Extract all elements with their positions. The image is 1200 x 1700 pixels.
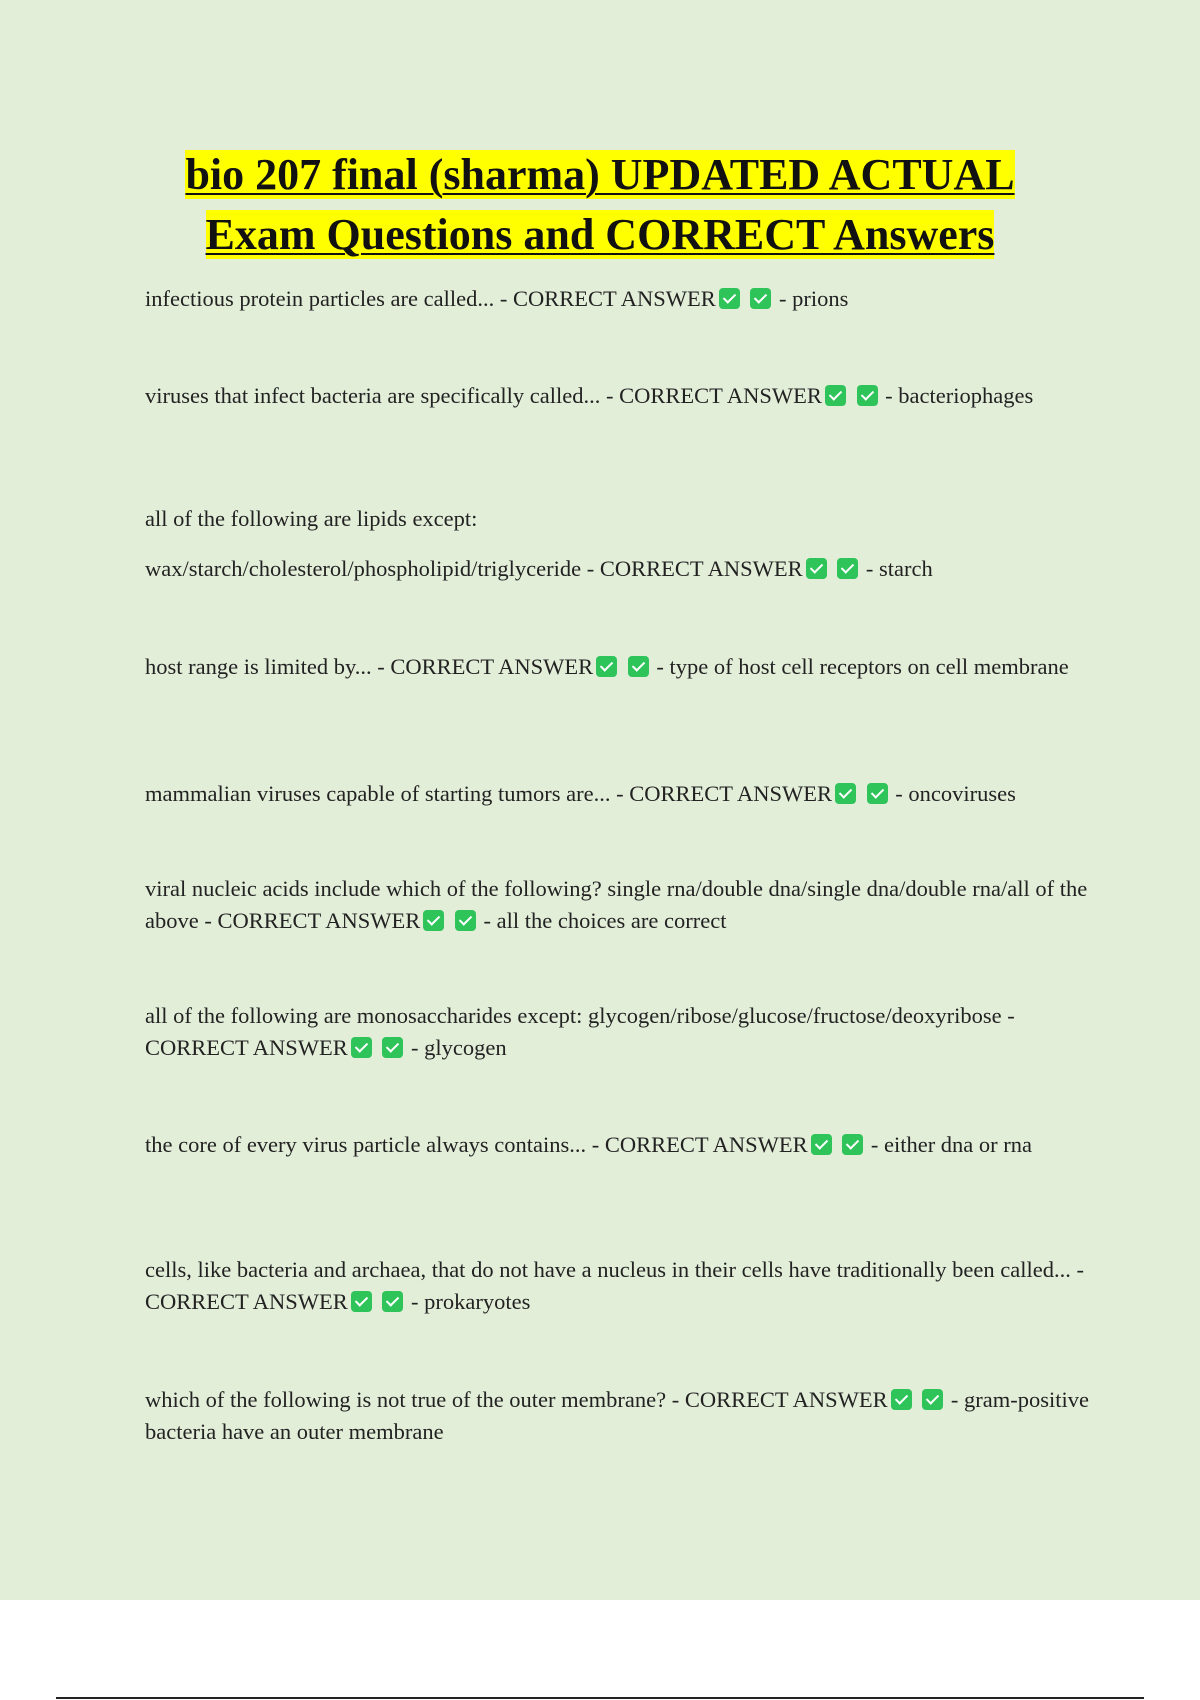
title-line-2: Exam Questions and CORRECT Answers <box>205 210 995 259</box>
correct-answer-label: CORRECT ANSWER <box>604 1132 808 1157</box>
check-icon <box>806 558 827 579</box>
footer-divider <box>56 1697 1144 1699</box>
qa-item: all of the following are monosaccharides except: glycogen/ribose/glucose/fructose/deoxyribose - CORRECT ANSWER - glycogen <box>145 1003 1015 1060</box>
answer-text: bacteriophages <box>898 383 1034 408</box>
check-icon <box>596 656 617 677</box>
correct-answer-label: CORRECT ANSWER <box>684 1387 888 1412</box>
question-text: host range is limited by... <box>145 654 372 679</box>
qa-item-intro <box>145 503 1090 535</box>
qa-item: wax/starch/cholesterol/phospholipid/triglyceride - CORRECT ANSWER - starch <box>145 556 933 581</box>
question-text: cells, like bacteria and archaea, that do not have a nucleus in their cells have traditionally been called... <box>145 1257 1071 1282</box>
question-text: the core of every virus particle always contains... <box>145 1132 587 1157</box>
correct-answer-label: CORRECT ANSWER <box>145 1035 348 1060</box>
check-icon <box>867 783 888 804</box>
correct-answer-label: CORRECT ANSWER <box>390 654 594 679</box>
answer-text: starch <box>879 556 933 581</box>
check-icon <box>423 910 444 931</box>
correct-answer-label: CORRECT ANSWER <box>145 1289 348 1314</box>
correct-answer-label: CORRECT ANSWER <box>629 781 832 806</box>
document-title <box>100 145 1100 265</box>
qa-item: host range is limited by... - CORRECT ANSWER - type of host cell receptors on cell membrane <box>145 654 1069 679</box>
question-text: wax/starch/cholesterol/phospholipid/triglyceride <box>145 556 582 581</box>
answer-text: type of host cell receptors on cell membrane <box>669 654 1069 679</box>
question-text: viral nucleic acids include which of the following? single rna/double dna/single dna/double rna/all of the above <box>145 876 1088 933</box>
correct-answer-label: CORRECT ANSWER <box>512 286 716 311</box>
check-icon <box>891 1389 912 1410</box>
check-icon <box>382 1291 403 1312</box>
question-text: which of the following is not true of the outer membrane? <box>145 1387 667 1412</box>
qa-item: mammalian viruses capable of starting tumors are... - CORRECT ANSWER - oncoviruses <box>145 781 1016 806</box>
check-icon <box>857 385 878 406</box>
question-text: viruses that infect bacteria are specifically called... <box>145 383 601 408</box>
question-text: mammalian viruses capable of starting tumors are... <box>145 781 611 806</box>
answer-text: all the choices are correct <box>496 908 727 933</box>
check-icon <box>922 1389 943 1410</box>
check-icon <box>351 1037 372 1058</box>
check-icon <box>719 288 740 309</box>
check-icon <box>455 910 476 931</box>
check-icon <box>750 288 771 309</box>
qa-item: infectious protein particles are called... - CORRECT ANSWER - prions <box>145 286 849 311</box>
check-icon <box>382 1037 403 1058</box>
check-icon <box>811 1134 832 1155</box>
question-text: infectious protein particles are called... <box>145 286 495 311</box>
question-intro-text: all of the following are lipids except: <box>145 506 478 531</box>
answer-text: gram-positive bacteria have an outer membrane <box>145 1387 1089 1444</box>
answer-text: prokaryotes <box>424 1289 531 1314</box>
check-icon <box>835 783 856 804</box>
answer-text: glycogen <box>424 1035 507 1060</box>
correct-answer-label: CORRECT ANSWER <box>217 908 421 933</box>
check-icon <box>351 1291 372 1312</box>
answer-text: either dna or rna <box>883 1132 1033 1157</box>
qa-item: which of the following is not true of the outer membrane? - CORRECT ANSWER - gram-positive bacteria have an outer membrane <box>145 1387 1089 1444</box>
qa-item: cells, like bacteria and archaea, that do not have a nucleus in their cells have traditionally been called... - CORRECT ANSWER - prokaryotes <box>145 1257 1084 1314</box>
check-icon <box>825 385 846 406</box>
question-text: all of the following are monosaccharides except: glycogen/ribose/glucose/fructose/deoxyribose <box>145 1003 1002 1028</box>
title-line-1: bio 207 final (sharma) UPDATED ACTUAL <box>185 150 1015 199</box>
qa-item: viruses that infect bacteria are specifically called... - CORRECT ANSWER - bacteriophages <box>145 383 1034 408</box>
check-icon <box>837 558 858 579</box>
check-icon <box>628 656 649 677</box>
correct-answer-label: CORRECT ANSWER <box>619 383 822 408</box>
answer-text: oncoviruses <box>908 781 1016 806</box>
qa-item: viral nucleic acids include which of the following? single rna/double dna/single dna/double rna/all of the above - CORRECT ANSWER - all the choices are correct <box>145 876 1088 933</box>
correct-answer-label: CORRECT ANSWER <box>599 556 803 581</box>
check-icon <box>842 1134 863 1155</box>
answer-text: prions <box>792 286 849 311</box>
qa-item: the core of every virus particle always contains... - CORRECT ANSWER - either dna or rna <box>145 1132 1033 1157</box>
